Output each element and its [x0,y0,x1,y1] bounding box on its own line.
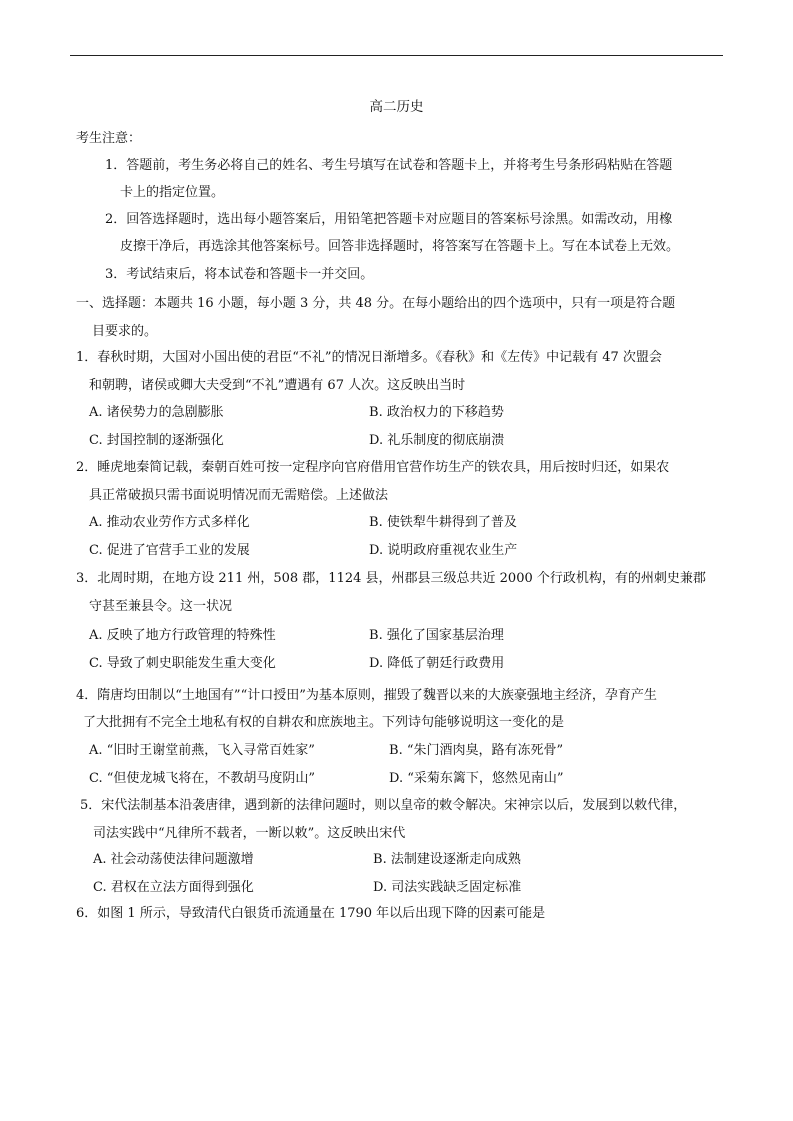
question-2-option-b[interactable]: B. 使铁犁牛耕得到了普及 [369,515,517,530]
question-1-option-d[interactable]: D. 礼乐制度的彻底崩溃 [369,433,505,448]
question-4-option-a[interactable]: A. “旧时王谢堂前燕，飞入寻常百姓家” [89,743,315,758]
question-5-stem: 5．宋代法制基本沿袭唐律，遇到新的法律问题时，则以皇帝的敕令解决。宋神宗以后，发展到以敕代律， [80,798,687,813]
page-title: 高二历史 [369,99,424,115]
question-1-option-a[interactable]: A. 诸侯势力的急剧膨胀 [89,405,224,420]
question-3-option-a[interactable]: A. 反映了地方行政管理的特殊性 [89,628,276,643]
question-3-stem: 3．北周时期，在地方设 211 州，508 郡，1124 县，州郡县三级总共近 2000 个行政机构，有的州刺史兼郡 [76,571,706,586]
question-3-option-b[interactable]: B. 强化了国家基层治理 [369,628,504,643]
header-rule [70,55,723,56]
question-2-stem-cont: 具正常破损只需书面说明情况而无需赔偿。上述做法 [89,488,389,503]
question-4-stem: 4．隋唐均田制以“土地国有”“计口授田”为基本原则，摧毁了魏晋以来的大族豪强地主经济，孕育产生 [76,688,657,703]
question-3-stem-cont: 守甚至兼县令。这一状况 [89,599,233,614]
question-1-option-c[interactable]: C. 封国控制的逐渐强化 [89,433,224,448]
question-1-stem: 1．春秋时期，大国对小国出使的君臣“不礼”的情况日渐增多。《春秋》和《左传》中记载有 47 次盟会 [76,350,662,365]
question-1-option-b[interactable]: B. 政治权力的下移趋势 [369,405,504,420]
notice-heading: 考生注意： [76,131,142,146]
question-3-option-d[interactable]: D. 降低了朝廷行政费用 [369,656,505,671]
question-5-option-a[interactable]: A. 社会动荡使法律问题激增 [93,852,254,867]
question-4-stem-cont: 了大批拥有不完全土地私有权的自耕农和庶族地主。下列诗句能够说明这一变化的是 [83,715,565,730]
question-5-option-b[interactable]: B. 法制建设逐渐走向成熟 [373,852,521,867]
question-1-stem-cont: 和朝聘，诸侯或卿大夫受到“不礼”遭遇有 67 人次。这反映出当时 [89,378,466,393]
question-2-option-d[interactable]: D. 说明政府重视农业生产 [369,543,518,558]
question-4-option-b[interactable]: B. “朱门酒肉臭，路有冻死骨” [389,743,564,758]
notice-item-2: 2．回答选择题时，选出每小题答案后，用铅笔把答题卡对应题目的答案标号涂黑。如需改动，用橡 [105,212,673,227]
question-5-option-d[interactable]: D. 司法实践缺乏固定标准 [373,880,522,895]
question-2-option-a[interactable]: A. 推动农业劳作方式多样化 [89,515,250,530]
question-3-option-c[interactable]: C. 导致了刺史职能发生重大变化 [89,656,276,671]
section-heading: 一、选择题：本题共 16 小题，每小题 3 分，共 48 分。在每小题给出的四个选项中，只有一项是符合题 [76,296,676,311]
notice-item-2-cont: 皮擦干净后，再选涂其他答案标号。回答非选择题时，将答案写在答题卡上。写在本试卷上无效。 [120,239,680,254]
question-4-option-c[interactable]: C. “但使龙城飞将在，不教胡马度阴山” [89,771,316,786]
notice-item-3: 3．考试结束后，将本试卷和答题卡一并交回。 [105,267,374,282]
notice-item-1: 1．答题前，考生务必将自己的姓名、考生号填写在试卷和答题卡上，并将考生号条形码粘贴在答题 [105,158,673,173]
notice-item-1-cont: 卡上的指定位置。 [120,185,225,200]
question-2-stem: 2．睡虎地秦简记载，秦朝百姓可按一定程序向官府借用官营作坊生产的铁农具，用后按时归还，如果农 [76,460,670,475]
section-heading-cont: 目要求的。 [92,324,158,339]
question-5-stem-cont: 司法实践中“凡律所不载者，一断以敕”。这反映出宋代 [93,826,406,841]
question-4-option-d[interactable]: D. “采菊东篱下，悠然见南山” [389,771,564,786]
question-2-option-c[interactable]: C. 促进了官营手工业的发展 [89,543,250,558]
question-6-stem: 6．如图 1 所示，导致清代白银货币流通量在 1790 年以后出现下降的因素可能是 [76,906,546,921]
question-5-option-c[interactable]: C. 君权在立法方面得到强化 [93,880,254,895]
